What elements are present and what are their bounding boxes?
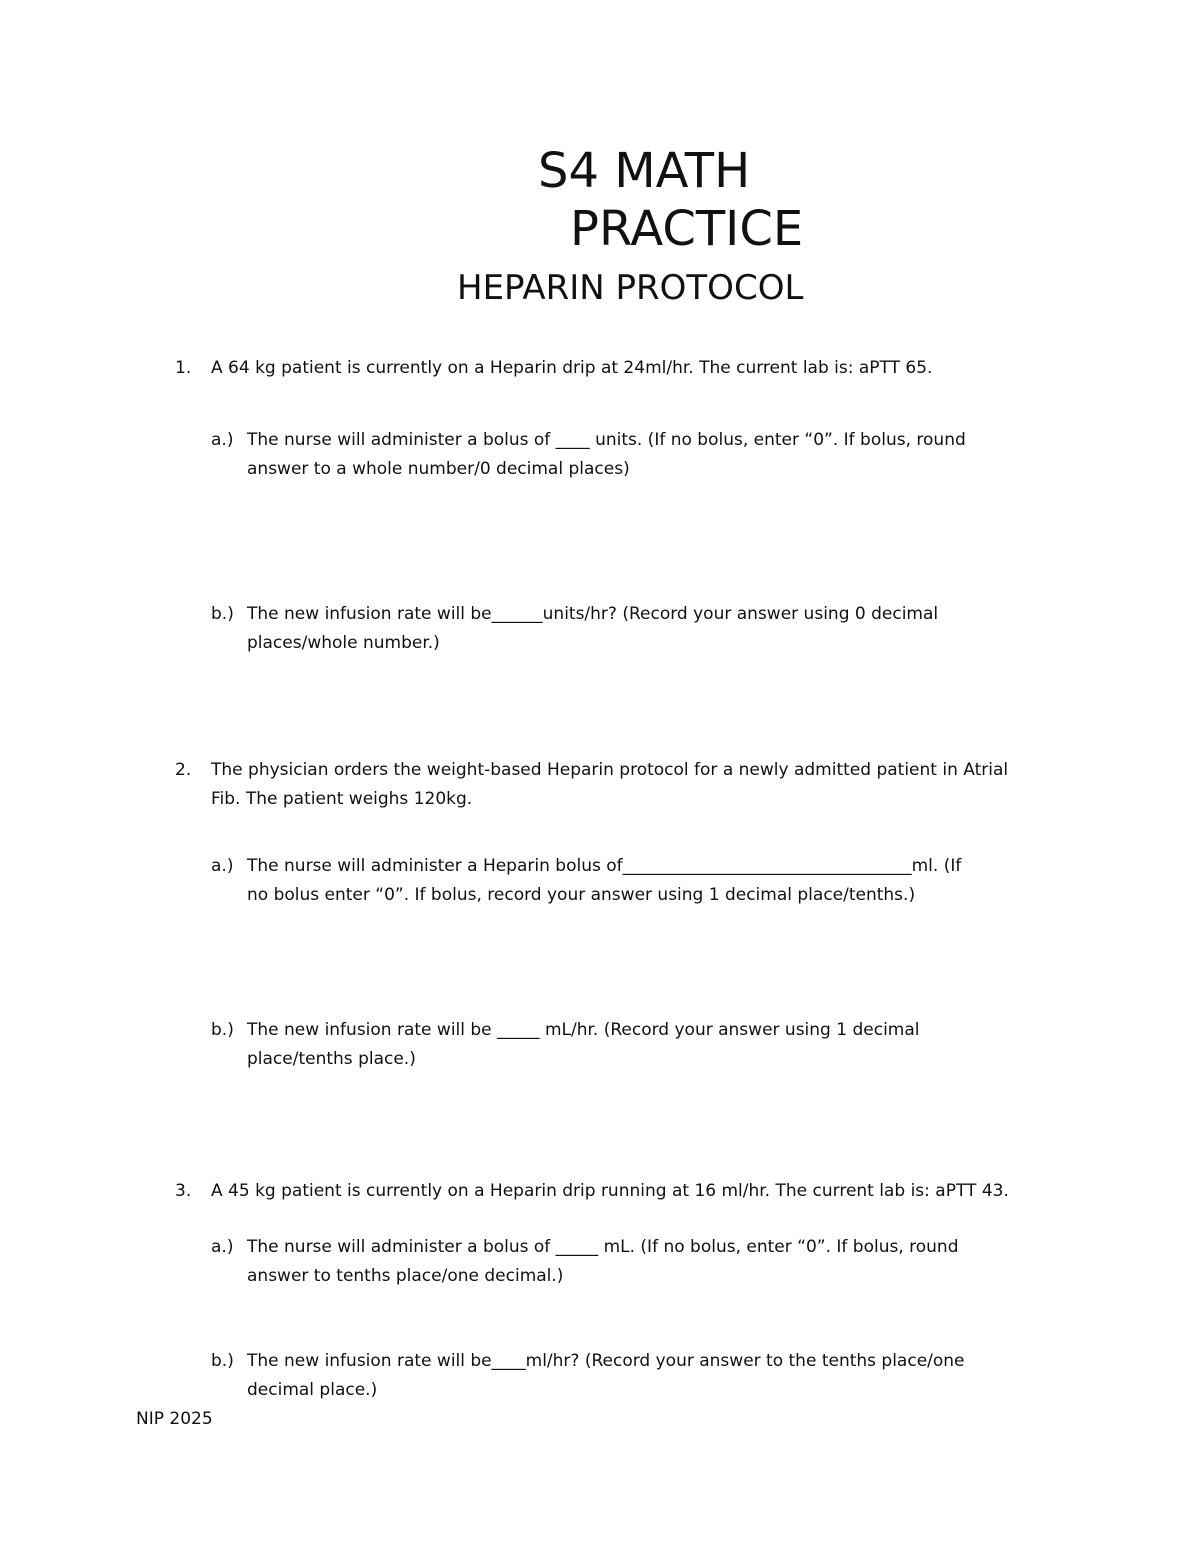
part-text: places/whole number.) xyxy=(247,633,440,653)
part-label: b.) xyxy=(211,1351,234,1371)
title-line-2: PRACTICE xyxy=(570,201,804,257)
question-number: 1. xyxy=(175,358,192,378)
question-text: The physician orders the weight-based Heparin protocol for a newly admitted patient in Atrial xyxy=(211,760,1009,780)
footer-text: NIP 2025 xyxy=(136,1409,213,1429)
part-label: a.) xyxy=(211,856,234,876)
question-text: A 45 kg patient is currently on a Heparin drip running at 16 ml/hr. The current lab is: aPTT 43. xyxy=(211,1181,1009,1201)
part-text: decimal place.) xyxy=(247,1380,378,1400)
subtitle: HEPARIN PROTOCOL xyxy=(457,268,804,308)
part-label: b.) xyxy=(211,1020,234,1040)
part-label: a.) xyxy=(211,430,234,450)
part-label: a.) xyxy=(211,1237,234,1257)
question-number: 2. xyxy=(175,760,192,780)
part-text: no bolus enter “0”. If bolus, record your answer using 1 decimal place/tenths.) xyxy=(247,885,916,905)
question-text: Fib. The patient weighs 120kg. xyxy=(211,789,473,809)
part-text: place/tenths place.) xyxy=(247,1049,416,1069)
part-text: The nurse will administer a Heparin bolus of__________________________________ml. (If xyxy=(247,856,962,876)
part-label: b.) xyxy=(211,604,234,624)
part-text: The new infusion rate will be _____ mL/hr. (Record your answer using 1 decimal xyxy=(247,1020,920,1040)
part-text: The nurse will administer a bolus of ____ units. (If no bolus, enter “0”. If bolus, round xyxy=(247,430,966,450)
part-text: answer to tenths place/one decimal.) xyxy=(247,1266,564,1286)
part-text: The nurse will administer a bolus of _____ mL. (If no bolus, enter “0”. If bolus, round xyxy=(247,1237,959,1257)
part-text: The new infusion rate will be____ml/hr? (Record your answer to the tenths place/one xyxy=(247,1351,965,1371)
part-text: answer to a whole number/0 decimal places) xyxy=(247,459,630,479)
question-text: A 64 kg patient is currently on a Heparin drip at 24ml/hr. The current lab is: aPTT 65. xyxy=(211,358,933,378)
title-line-1: S4 MATH xyxy=(538,143,751,199)
question-number: 3. xyxy=(175,1181,192,1201)
part-text: The new infusion rate will be______units/hr? (Record your answer using 0 decimal xyxy=(247,604,939,624)
